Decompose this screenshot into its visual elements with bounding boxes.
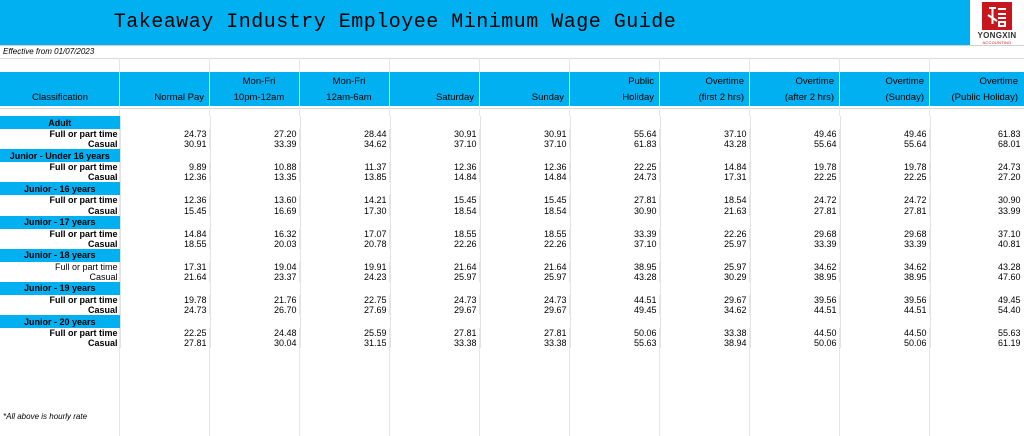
rate-cell: 43.28: [570, 272, 660, 282]
rate-cell: 21.76: [210, 295, 300, 305]
rate-cell: 33.38: [660, 328, 750, 338]
rate-cell: 22.25: [840, 172, 930, 182]
rate-cell: 13.60: [210, 195, 300, 205]
rate-cell: 38.95: [570, 262, 660, 272]
column-header-line1: Overtime: [705, 76, 744, 87]
column-header-line1: Overtime: [885, 76, 924, 87]
rate-cell: 10.88: [210, 162, 300, 172]
blank-cell: [210, 315, 300, 328]
rate-cell: 43.28: [660, 139, 750, 149]
rate-cell: 14.84: [660, 162, 750, 172]
rate-cell: 61.83: [570, 139, 660, 149]
blank-cell: [660, 216, 750, 229]
blank-cell: [570, 216, 660, 229]
rate-cell: 18.55: [480, 229, 570, 239]
rate-cell: 21.64: [390, 262, 480, 272]
page-title: Takeaway Industry Employee Minimum Wage Guide: [113, 11, 677, 34]
table-row: [0, 338, 1024, 348]
rate-cell: 29.67: [660, 295, 750, 305]
blank-cell: [570, 149, 660, 162]
rate-cell: 27.81: [390, 328, 480, 338]
column-header-line2: Sunday: [531, 92, 564, 103]
rate-cell: 12.36: [120, 172, 210, 182]
column-header-line2: Holiday: [622, 92, 654, 103]
column-header-line2: (Public Holiday): [951, 92, 1018, 103]
blank-cell: [840, 182, 930, 195]
blank-cell: [120, 182, 210, 195]
blank-cell: [390, 216, 480, 229]
rate-cell: 11.37: [300, 162, 390, 172]
rate-cell: 55.63: [930, 328, 1024, 338]
rate-cell: 19.04: [210, 262, 300, 272]
column-header-3: [300, 72, 390, 106]
blank-cell: [930, 149, 1024, 162]
row-label: Casual: [0, 272, 120, 282]
rate-cell: 30.04: [210, 338, 300, 348]
title-bar: [0, 0, 970, 46]
rate-cell: 15.45: [480, 195, 570, 205]
blank-cell: [120, 116, 210, 129]
column-header-9: [840, 72, 930, 106]
column-header-line2: (Sunday): [885, 92, 924, 103]
rate-cell: 33.39: [210, 139, 300, 149]
rate-cell: 21.64: [120, 272, 210, 282]
blank-cell: [120, 149, 210, 162]
rate-cell: 14.84: [390, 172, 480, 182]
blank-cell: [930, 116, 1024, 129]
blank-cell: [840, 116, 930, 129]
group-label: Adult: [0, 116, 120, 129]
column-header-line2: Saturday: [435, 92, 474, 103]
logo-subtitle: ACCOUNTING: [982, 40, 1012, 45]
rate-cell: 25.59: [300, 328, 390, 338]
row-label: Full or part time: [0, 195, 120, 205]
logo-name: YONGXIN: [977, 31, 1017, 40]
rate-cell: 68.01: [930, 139, 1024, 149]
logo-mark-icon: [982, 2, 1012, 30]
rate-cell: 33.38: [480, 338, 570, 348]
column-header-4: [390, 72, 480, 106]
rate-cell: 16.69: [210, 205, 300, 215]
rate-cell: 9.89: [120, 162, 210, 172]
rate-cell: 49.46: [840, 129, 930, 139]
rate-cell: 17.30: [300, 205, 390, 215]
rate-cell: 22.26: [480, 239, 570, 249]
table-row: [0, 162, 1024, 172]
table-row: [0, 129, 1024, 139]
rate-cell: 27.20: [210, 129, 300, 139]
blank-cell: [660, 282, 750, 295]
rate-cell: 37.10: [390, 139, 480, 149]
blank-cell: [750, 315, 840, 328]
row-label: Full or part time: [0, 262, 120, 272]
rate-cell: 55.63: [570, 338, 660, 348]
rate-cell: 34.62: [300, 139, 390, 149]
rate-cell: 37.10: [570, 239, 660, 249]
rate-cell: 29.68: [840, 229, 930, 239]
rate-cell: 27.81: [120, 338, 210, 348]
table-row: [0, 229, 1024, 239]
column-header-line1: Mon-Fri: [242, 76, 276, 87]
column-header-10: [930, 72, 1024, 106]
column-header-line2: 12am-6am: [326, 92, 372, 103]
rate-cell: 16.32: [210, 229, 300, 239]
row-label: Full or part time: [0, 162, 120, 172]
rate-cell: 50.06: [840, 338, 930, 348]
blank-cell: [750, 249, 840, 262]
rate-cell: 25.97: [660, 239, 750, 249]
blank-cell: [570, 182, 660, 195]
blank-cell: [300, 315, 390, 328]
blank-cell: [570, 116, 660, 129]
rate-cell: 33.39: [840, 239, 930, 249]
blank-cell: [300, 116, 390, 129]
rate-cell: 30.91: [120, 139, 210, 149]
blank-cell: [300, 149, 390, 162]
wage-table: [0, 116, 1024, 348]
table-row: [0, 239, 1024, 249]
blank-cell: [840, 249, 930, 262]
rate-cell: 27.20: [930, 172, 1024, 182]
rate-cell: 28.44: [300, 129, 390, 139]
blank-cell: [390, 249, 480, 262]
rate-cell: 31.15: [300, 338, 390, 348]
rate-cell: 27.69: [300, 305, 390, 315]
rate-cell: 22.26: [390, 239, 480, 249]
rate-cell: 30.91: [480, 129, 570, 139]
row-label: Full or part time: [0, 129, 120, 139]
group-row: [0, 149, 1024, 162]
table-row: [0, 139, 1024, 149]
group-label: Junior - 16 years: [0, 182, 120, 195]
rate-cell: 24.73: [120, 305, 210, 315]
column-header-line2: Classification: [32, 92, 88, 103]
blank-cell: [570, 315, 660, 328]
rate-cell: 22.25: [570, 162, 660, 172]
blank-cell: [210, 216, 300, 229]
rate-cell: 17.31: [660, 172, 750, 182]
rate-cell: 13.85: [300, 172, 390, 182]
blank-cell: [660, 182, 750, 195]
rate-cell: 24.73: [570, 172, 660, 182]
rate-cell: 49.45: [570, 305, 660, 315]
rate-cell: 30.90: [930, 195, 1024, 205]
rate-cell: 17.31: [120, 262, 210, 272]
column-header-line2: Normal Pay: [154, 92, 204, 103]
rate-cell: 30.90: [570, 205, 660, 215]
blank-cell: [660, 116, 750, 129]
rate-cell: 13.35: [210, 172, 300, 182]
rate-cell: 49.45: [930, 295, 1024, 305]
rate-cell: 12.36: [120, 195, 210, 205]
rate-cell: 26.70: [210, 305, 300, 315]
column-header-line2: (after 2 hrs): [784, 92, 834, 103]
rate-cell: 14.84: [120, 229, 210, 239]
table-row: [0, 305, 1024, 315]
column-header-5: [480, 72, 570, 106]
rate-cell: 37.10: [930, 229, 1024, 239]
rate-cell: 30.91: [390, 129, 480, 139]
rate-cell: 22.75: [300, 295, 390, 305]
blank-cell: [480, 216, 570, 229]
rate-cell: 17.07: [300, 229, 390, 239]
rate-cell: 12.36: [480, 162, 570, 172]
blank-cell: [120, 282, 210, 295]
rate-cell: 44.51: [570, 295, 660, 305]
table-row: [0, 328, 1024, 338]
rate-cell: 49.46: [750, 129, 840, 139]
rate-cell: 44.50: [840, 328, 930, 338]
blank-cell: [480, 149, 570, 162]
rate-cell: 29.68: [750, 229, 840, 239]
rate-cell: 25.97: [660, 262, 750, 272]
rate-cell: 55.64: [840, 139, 930, 149]
blank-cell: [210, 282, 300, 295]
rate-cell: 18.54: [390, 205, 480, 215]
blank-cell: [930, 315, 1024, 328]
rate-cell: 19.78: [750, 162, 840, 172]
rate-cell: 24.48: [210, 328, 300, 338]
rate-cell: 25.97: [390, 272, 480, 282]
rate-cell: 29.67: [390, 305, 480, 315]
rate-cell: 50.06: [750, 338, 840, 348]
column-header-1: [120, 72, 210, 106]
group-label: Junior - Under 16 years: [0, 149, 120, 162]
rate-cell: 22.26: [660, 229, 750, 239]
blank-cell: [300, 182, 390, 195]
rate-cell: 33.39: [750, 239, 840, 249]
rate-cell: 30.29: [660, 272, 750, 282]
blank-cell: [390, 182, 480, 195]
blank-cell: [660, 149, 750, 162]
rate-cell: 22.25: [750, 172, 840, 182]
blank-cell: [750, 216, 840, 229]
rate-cell: 24.23: [300, 272, 390, 282]
blank-cell: [300, 249, 390, 262]
rate-cell: 38.94: [660, 338, 750, 348]
column-header-2: [210, 72, 300, 106]
rate-cell: 18.55: [120, 239, 210, 249]
rate-cell: 19.78: [840, 162, 930, 172]
rate-cell: 19.91: [300, 262, 390, 272]
column-header-7: [660, 72, 750, 106]
table-row: [0, 295, 1024, 305]
rate-cell: 18.54: [480, 205, 570, 215]
rate-cell: 29.67: [480, 305, 570, 315]
row-label: Full or part time: [0, 295, 120, 305]
blank-cell: [480, 315, 570, 328]
rate-cell: 43.28: [930, 262, 1024, 272]
rate-cell: 27.81: [750, 205, 840, 215]
blank-cell: [750, 282, 840, 295]
rate-cell: 24.72: [840, 195, 930, 205]
blank-cell: [480, 182, 570, 195]
rate-cell: 24.73: [390, 295, 480, 305]
row-label: Full or part time: [0, 229, 120, 239]
group-row: [0, 116, 1024, 129]
blank-cell: [390, 116, 480, 129]
rate-cell: 34.62: [840, 262, 930, 272]
rate-cell: 44.51: [840, 305, 930, 315]
rate-cell: 34.62: [750, 262, 840, 272]
rate-cell: 34.62: [660, 305, 750, 315]
blank-cell: [210, 182, 300, 195]
blank-cell: [750, 149, 840, 162]
rate-cell: 55.64: [750, 139, 840, 149]
column-header-line1: Overtime: [795, 76, 834, 87]
blank-cell: [840, 216, 930, 229]
rate-cell: 39.56: [750, 295, 840, 305]
rate-cell: 21.63: [660, 205, 750, 215]
blank-cell: [300, 216, 390, 229]
footnote: *All above is hourly rate: [3, 412, 88, 421]
blank-cell: [210, 149, 300, 162]
rate-cell: 12.36: [390, 162, 480, 172]
rate-cell: 15.45: [390, 195, 480, 205]
blank-cell: [120, 249, 210, 262]
rate-cell: 27.81: [480, 328, 570, 338]
group-row: [0, 216, 1024, 229]
rate-cell: 20.03: [210, 239, 300, 249]
blank-cell: [570, 282, 660, 295]
row-label: Casual: [0, 205, 120, 215]
table-row: [0, 172, 1024, 182]
blank-cell: [210, 249, 300, 262]
blank-cell: [840, 282, 930, 295]
column-header-line2: (first 2 hrs): [698, 92, 744, 103]
blank-cell: [750, 116, 840, 129]
group-row: [0, 249, 1024, 262]
blank-cell: [210, 116, 300, 129]
rate-cell: 54.40: [930, 305, 1024, 315]
blank-cell: [930, 249, 1024, 262]
blank-cell: [840, 149, 930, 162]
rate-cell: 38.95: [840, 272, 930, 282]
blank-cell: [300, 282, 390, 295]
table-row: [0, 262, 1024, 272]
rate-cell: 61.83: [930, 129, 1024, 139]
group-label: Junior - 17 years: [0, 216, 120, 229]
column-header-8: [750, 72, 840, 106]
rate-cell: 33.99: [930, 205, 1024, 215]
blank-cell: [930, 216, 1024, 229]
blank-cell: [120, 216, 210, 229]
rate-cell: 20.78: [300, 239, 390, 249]
row-label: Casual: [0, 239, 120, 249]
rate-cell: 33.39: [570, 229, 660, 239]
rate-cell: 18.55: [390, 229, 480, 239]
rate-cell: 39.56: [840, 295, 930, 305]
group-label: Junior - 18 years: [0, 249, 120, 262]
row-label: Casual: [0, 338, 120, 348]
group-label: Junior - 20 years: [0, 315, 120, 328]
rate-cell: 19.78: [120, 295, 210, 305]
logo: [970, 0, 1024, 46]
rate-cell: 44.50: [750, 328, 840, 338]
blank-cell: [750, 182, 840, 195]
grid-line: [0, 108, 1024, 109]
blank-cell: [930, 182, 1024, 195]
rate-cell: 40.81: [930, 239, 1024, 249]
rate-cell: 27.81: [840, 205, 930, 215]
column-header-6: [570, 72, 660, 106]
rate-cell: 33.38: [390, 338, 480, 348]
blank-cell: [120, 315, 210, 328]
rate-cell: 14.21: [300, 195, 390, 205]
group-label: Junior - 19 years: [0, 282, 120, 295]
row-label: Casual: [0, 172, 120, 182]
rate-cell: 18.54: [660, 195, 750, 205]
rate-cell: 15.45: [120, 205, 210, 215]
column-header-line1: Overtime: [979, 76, 1018, 87]
group-row: [0, 315, 1024, 328]
blank-cell: [660, 315, 750, 328]
blank-cell: [480, 116, 570, 129]
rate-cell: 44.51: [750, 305, 840, 315]
rate-cell: 37.10: [660, 129, 750, 139]
group-row: [0, 282, 1024, 295]
column-header-line1: Mon-Fri: [332, 76, 366, 87]
column-header-line2: 10pm-12am: [233, 92, 285, 103]
row-label: Casual: [0, 139, 120, 149]
grid-line: [0, 58, 1024, 59]
rate-cell: 25.97: [480, 272, 570, 282]
column-header-line1: Public: [628, 76, 654, 87]
rate-cell: 23.37: [210, 272, 300, 282]
table-row: [0, 272, 1024, 282]
blank-cell: [660, 249, 750, 262]
blank-cell: [480, 249, 570, 262]
table-row: [0, 195, 1024, 205]
rate-cell: 24.73: [480, 295, 570, 305]
rate-cell: 22.25: [120, 328, 210, 338]
rate-cell: 24.72: [750, 195, 840, 205]
group-row: [0, 182, 1024, 195]
rate-cell: 27.81: [570, 195, 660, 205]
blank-cell: [930, 282, 1024, 295]
rate-cell: 61.19: [930, 338, 1024, 348]
rate-cell: 14.84: [480, 172, 570, 182]
blank-cell: [480, 282, 570, 295]
rate-cell: 24.73: [120, 129, 210, 139]
rate-cell: 38.95: [750, 272, 840, 282]
blank-cell: [840, 315, 930, 328]
column-header-0: [0, 72, 120, 106]
rate-cell: 37.10: [480, 139, 570, 149]
rate-cell: 21.64: [480, 262, 570, 272]
rate-cell: 55.64: [570, 129, 660, 139]
table-row: [0, 205, 1024, 215]
blank-cell: [570, 249, 660, 262]
rate-cell: 47.60: [930, 272, 1024, 282]
effective-date: Effective from 01/07/2023: [3, 47, 95, 56]
row-label: Casual: [0, 305, 120, 315]
blank-cell: [390, 149, 480, 162]
rate-cell: 24.73: [930, 162, 1024, 172]
blank-cell: [390, 315, 480, 328]
row-label: Full or part time: [0, 328, 120, 338]
rate-cell: 50.06: [570, 328, 660, 338]
blank-cell: [390, 282, 480, 295]
